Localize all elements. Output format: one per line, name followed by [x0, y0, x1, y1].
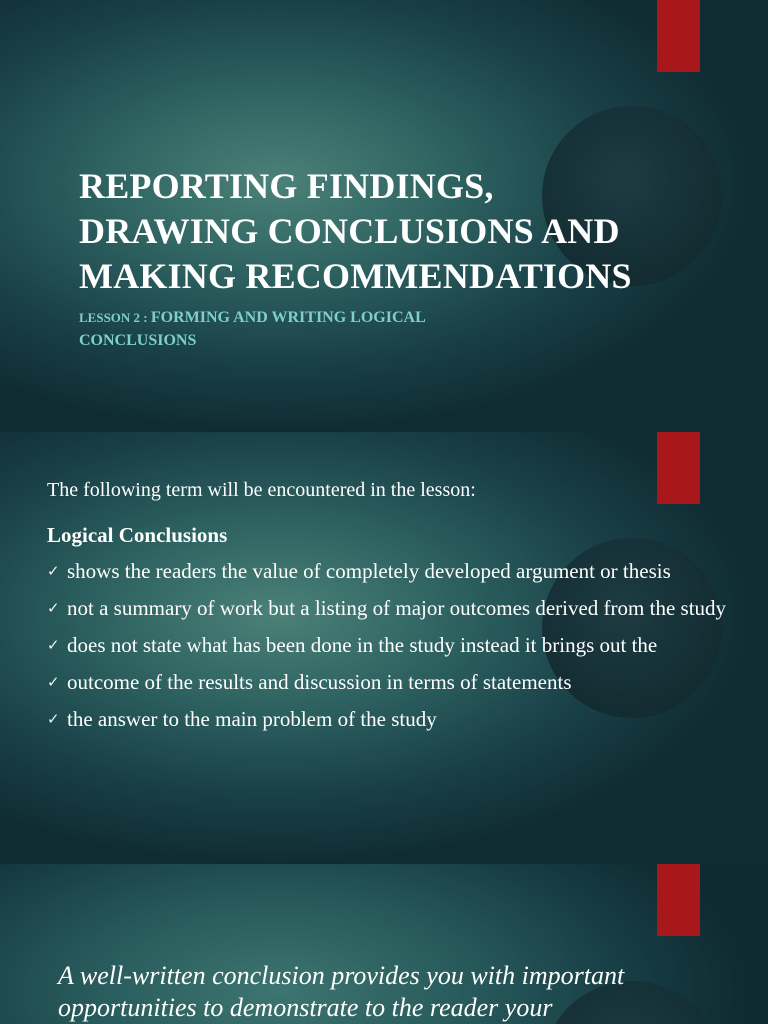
list-item — [47, 704, 727, 734]
check-icon: ✓ — [47, 599, 60, 617]
slide-title-heading — [79, 164, 719, 299]
list-item-text: shows the readers the value of completely developed argument or thesis — [67, 559, 671, 583]
slide-quote — [0, 864, 768, 1024]
check-icon: ✓ — [47, 673, 60, 691]
quote-line-2: opportunities to demonstrate to the reader your — [58, 993, 553, 1022]
definition-list — [47, 556, 727, 741]
check-icon: ✓ — [47, 636, 60, 654]
red-accent-bar — [657, 0, 700, 72]
list-item-text: outcome of the results and discussion in terms of statements — [67, 670, 572, 694]
quote-text — [58, 960, 738, 1024]
slide-title — [0, 0, 768, 432]
slide-logical-conclusions — [0, 432, 768, 864]
intro-text: The following term will be encountered in the lesson: — [47, 479, 476, 501]
list-item — [47, 667, 727, 697]
list-item-text: the answer to the main problem of the study — [67, 707, 437, 731]
red-accent-bar — [657, 864, 700, 936]
lesson-number: LESSON 2 : — [79, 310, 151, 325]
list-item-text: not a summary of work but a listing of major outcomes derived from the study — [67, 596, 727, 620]
red-accent-bar — [657, 432, 700, 504]
list-item — [47, 556, 727, 586]
term-heading: Logical Conclusions — [47, 523, 228, 547]
check-icon: ✓ — [47, 562, 60, 580]
list-item — [47, 593, 727, 623]
title-line-1: REPORTING FINDINGS, — [79, 166, 494, 206]
quote-line-1: A well-written conclusion provides you with important — [58, 961, 625, 990]
list-item-text: does not state what has been done in the study instead it brings out the — [67, 633, 658, 657]
lesson-subtitle — [79, 306, 539, 352]
lesson-title: FORMING AND WRITING LOGICAL CONCLUSIONS — [79, 309, 425, 349]
title-line-3: MAKING RECOMMENDATIONS — [79, 256, 632, 296]
check-icon: ✓ — [47, 710, 60, 728]
list-item — [47, 630, 727, 660]
title-line-2: DRAWING CONCLUSIONS AND — [79, 211, 620, 251]
